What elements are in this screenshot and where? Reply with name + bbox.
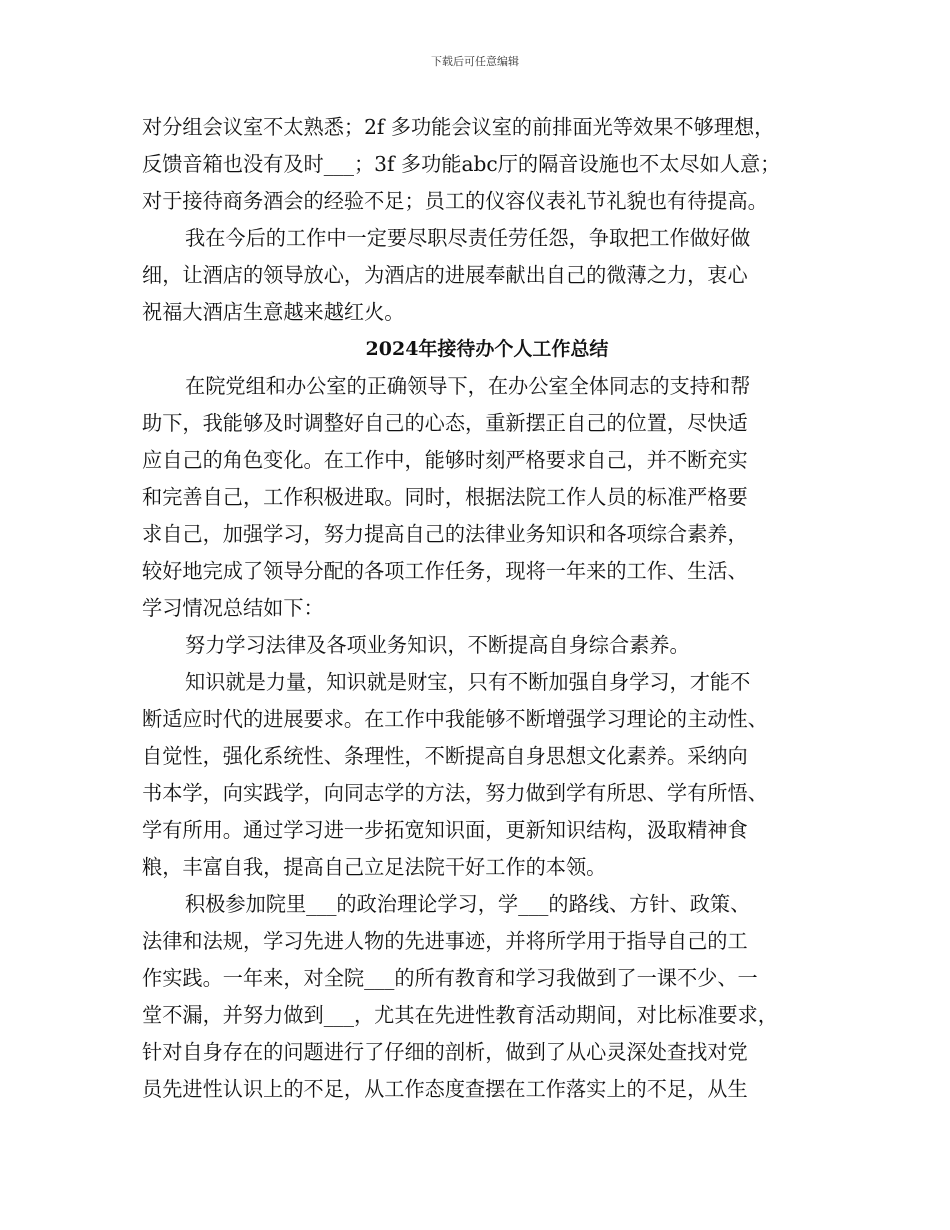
text-line: 粮，丰富自我，提高自己立足法院干好工作的本领。 xyxy=(142,855,607,879)
text-line: 自觉性，强化系统性、条理性，不断提高自身思想文化素养。采纳向 xyxy=(142,744,748,768)
text-line: 积极参加院里___的政治理论学习，学___的路线、方针、政策、 xyxy=(185,892,751,916)
text-line: 员先进性认识上的不足，从工作态度查摆在工作落实上的不足，从生 xyxy=(142,1077,748,1101)
text-line: 助下，我能够及时调整好自己的心态，重新摆正自己的位置，尽快适 xyxy=(142,411,748,435)
text-line: 在院党组和办公室的正确领导下，在办公室全体同志的支持和帮 xyxy=(185,374,751,398)
text-line: 针对自身存在的问题进行了仔细的剖析，做到了从心灵深处查找对党 xyxy=(142,1040,748,1064)
text-line: 堂不漏，并努力做到___，尤其在先进性教育活动期间，对比标准要求， xyxy=(142,1003,778,1027)
text-line: 知识就是力量，知识就是财宝，只有不断加强自身学习，才能不 xyxy=(185,670,751,694)
text-line: 应自己的角色变化。在工作中，能够时刻严格要求自己，并不断充实 xyxy=(142,448,748,472)
text-line: 法律和法规，学习先进人物的先进事迹，并将所学用于指导自己的工 xyxy=(142,929,748,953)
page-header: 下载后可任意编辑 xyxy=(431,55,519,68)
text-line: 和完善自己，工作积极进取。同时，根据法院工作人员的标准严格要 xyxy=(142,485,748,509)
text-line: 较好地完成了领导分配的各项工作任务，现将一年来的工作、生活、 xyxy=(142,559,748,583)
text-line: 我在今后的工作中一定要尽职尽责任劳任怨，争取把工作做好做 xyxy=(185,226,751,250)
text-line: 书本学，向实践学，向同志学的方法，努力做到学有所思、学有所悟、 xyxy=(142,781,768,805)
text-line: 努力学习法律及各项业务知识，不断提高自身综合素养。 xyxy=(185,633,690,657)
text-line: 对分组会议室不太熟悉；2f 多功能会议室的前排面光等效果不够理想， xyxy=(142,115,775,139)
text-line: 求自己，加强学习，努力提高自己的法律业务知识和各项综合素养， xyxy=(142,522,748,546)
text-line: 学有所用。通过学习进一步拓宽知识面，更新知识结构，汲取精神食 xyxy=(142,818,748,842)
text-line: 断适应时代的进展要求。在工作中我能够不断增强学习理论的主动性、 xyxy=(142,707,768,731)
section-title: 2024年接待办个人工作总结 xyxy=(365,338,609,360)
text-line: 反馈音箱也没有及时___；3f 多功能abc厅的隔音设施也不太尽如人意； xyxy=(142,152,781,176)
text-line: 学习情况总结如下： xyxy=(142,596,324,620)
text-line: 对于接待商务酒会的经验不足；员工的仪容仪表礼节礼貌也有待提高。 xyxy=(142,189,768,213)
text-line: 祝福大酒店生意越来越红火。 xyxy=(142,300,405,324)
document-body xyxy=(142,109,832,1108)
text-line: 细，让酒店的领导放心，为酒店的进展奉献出自己的微薄之力，衷心 xyxy=(142,263,748,287)
text-line: 作实践。一年来，对全院___的所有教育和学习我做到了一课不少、一 xyxy=(142,966,758,990)
